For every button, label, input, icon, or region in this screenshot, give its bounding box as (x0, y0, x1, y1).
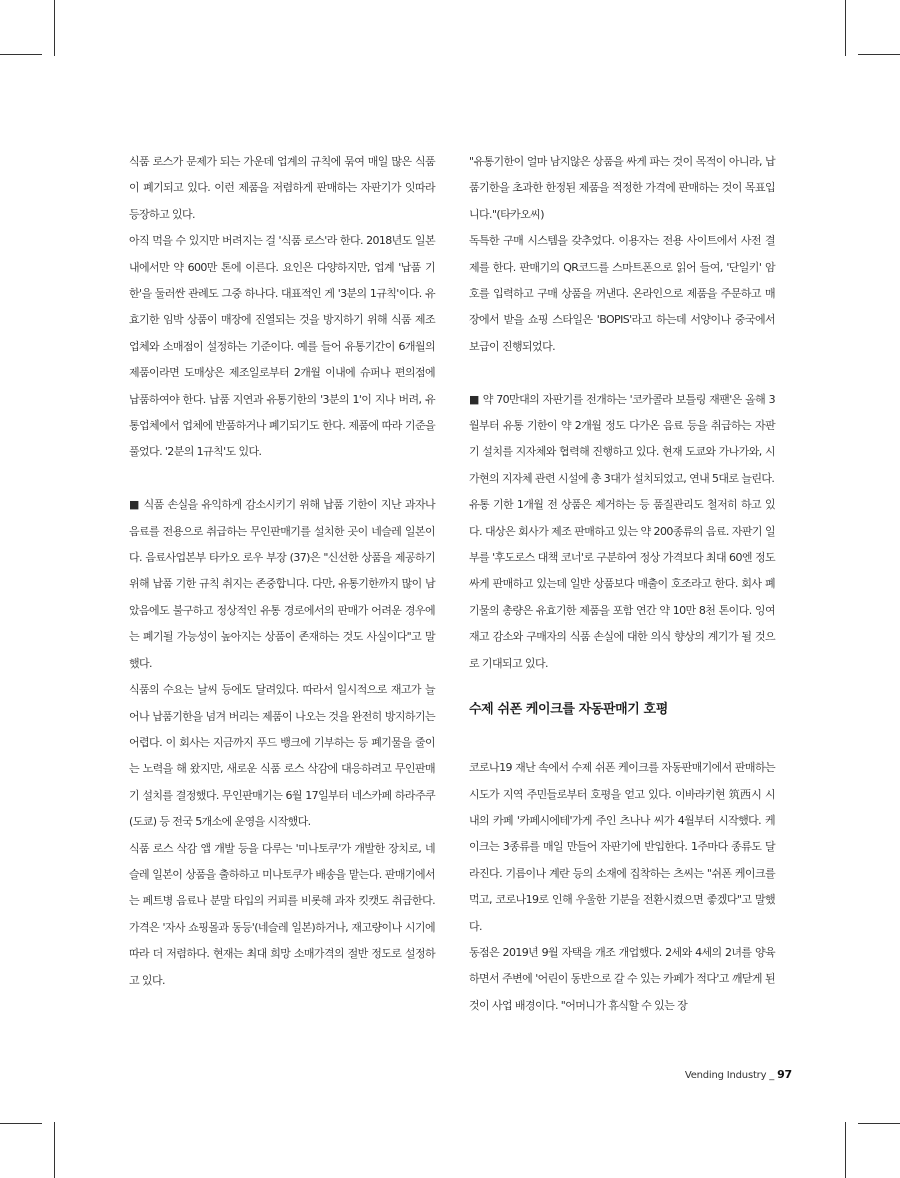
section-heading: 수제 쉬폰 케이크를 자동판매기 호평 (469, 702, 668, 718)
crop-mark (858, 54, 900, 55)
page-number: 97 (777, 1068, 792, 1081)
crop-mark (0, 54, 42, 55)
crop-mark (845, 1122, 846, 1178)
crop-mark (54, 0, 55, 56)
magazine-name: Vending Industry _ (684, 1070, 778, 1081)
paragraph: "유통기한이 얼마 남지않은 상품을 싸게 파는 것이 목적이 아니라, 납품기한을 초과한 한정된 제품을 적정한 가격에 판매하는 것이 목표입니다."(타카오씨) (469, 155, 775, 221)
crop-mark (858, 1123, 900, 1124)
crop-mark (0, 1123, 42, 1124)
section-spacer (469, 723, 775, 755)
paragraph: 코로나19 재난 속에서 수제 쉬폰 케이크를 자동판매기에서 판매하는 시도가 지역 주민들로부터 호평을 얻고 있다. 이바라키현 筑西시 시내의 카페 '카페시에테'가게 주인 츠나나 씨가 4월부터 시작했다. 케이크는 3종류를 매일 만들어 자판기에 반입한다. 1주마다 종류도 달라진다. 기름이나 계란 등의 소재에 집착하는 츠씨는 "쉬폰 케이크를 먹고, 코로나19로 인해 우울한 기분을 전환시켰으면 좋겠다"고 말했다. (469, 761, 775, 933)
crop-mark (845, 0, 846, 56)
page-footer (685, 1068, 792, 1081)
paragraph-gap (129, 466, 435, 492)
paragraph: ■ 약 70만대의 자판기를 전개하는 '코카콜라 보틀링 재팬'은 올해 3월부터 유통 기한이 약 2개월 정도 다가온 음료 등을 취급하는 자판기 설치를 지자체와 협력해 진행하고 있다. 현재 도쿄와 가나가와, 시가현의 지자체 관련 시설에 총 3대가 설치되었고, 연내 5대로 늘린다. (469, 392, 775, 485)
paragraph: 식품의 수요는 날씨 등에도 달려있다. 따라서 일시적으로 재고가 늘어나 납품기한을 넘겨 버리는 제품이 나오는 것을 완전히 방지하기는 어렵다. 이 회사는 지금까지 푸드 뱅크에 기부하는 등 폐기물을 줄이는 노력을 해 왔지만, 새로운 식품 로스 삭감에 대응하려고 무인판매기 설치를 결정했다. 무인판매기는 6월 17일부터 네스카페 하라주쿠 (도쿄) 등 전국 5개소에 운영을 시작했다. (129, 683, 435, 829)
section-spacer (469, 677, 775, 697)
paragraph: 유통 기한 1개월 전 상품은 제거하는 등 품질관리도 철저히 하고 있다. 대상은 회사가 제조 판매하고 있는 약 200종류의 음료. 자판기 일부를 '후도로스 대책 코너'로 구분하여 정상 가격보다 최대 60엔 정도 싸게 판매하고 있는데 일반 상품보다 매출이 호조라고 한다. 회사 폐기물의 총량은 유효기한 제품을 포함 연간 약 10만 8천 톤이다. 잉여 재고 감소와 구매자의 식품 손실에 대한 의식 향상의 계기가 될 것으로 기대되고 있다. (469, 498, 775, 670)
crop-mark (54, 1122, 55, 1178)
left-column (129, 149, 435, 994)
paragraph: 독특한 구매 시스템을 갖추었다. 이용자는 전용 사이트에서 사전 결제를 한다. 판매기의 QR코드를 스마트폰으로 읽어 들여, '단일키' 암호를 입력하고 구매 상품을 꺼낸다. 온라인으로 제품을 주문하고 매장에서 받을 쇼핑 스타일은 'BOPIS'라고 하는데 서양이나 중국에서 보급이 진행되었다. (469, 234, 775, 353)
paragraph: ■ 식품 손실을 유익하게 감소시키기 위해 납품 기한이 지난 과자나 음료를 전용으로 취급하는 무인판매기를 설치한 곳이 네슬레 일본이다. 음료사업본부 타카오 로우 부장 (37)은 "신선한 상품을 제공하기 위해 납품 기한 규칙 취지는 존중합니다. 다만, 유통기한까지 많이 남았음에도 불구하고 정상적인 유통 경로에서의 판매가 어려운 경우에는 폐기될 가능성이 높아지는 상품이 존재하는 것도 사실이다"고 말했다. (129, 498, 435, 670)
paragraph: 식품 로스 삭감 앱 개발 등을 다루는 '미나토쿠'가 개발한 장치로, 네슬레 일본이 상품을 출하하고 미나토쿠가 배송을 맡는다. 판매기에서는 페트병 음료나 분말 타입의 커피를 비롯해 과자 킷캣도 취급한다. 가격은 '자사 쇼핑몰과 동등'(네슬레 일본)하거나, 재고량이나 시기에 따라 더 저렴하다. 현재는 최대 희망 소매가격의 절반 정도로 설정하고 있다. (129, 841, 435, 987)
paragraph-gap (469, 360, 775, 386)
paragraph: 아직 먹을 수 있지만 버려지는 걸 '식품 로스'라 한다. 2018년도 일본 내에서만 약 600만 톤에 이른다. 요인은 다양하지만, 업계 '납품 기한'을 둘러싼 관례도 그중 하나다. 대표적인 게 '3분의 1규칙'이다. 유효기한 임박 상품이 매장에 진열되는 것을 방지하기 위해 식품 제조업체와 소매점이 설정하는 기준이다. 예를 들어 유통기간이 6개월의 제품이라면 도매상은 제조일로부터 2개월 이내에 슈퍼나 편의점에 납품하여야 한다. 납품 지연과 유통기한의 '3분의 1'이 지나 버려, 유통업체에서 업체에 반품하거나 폐기되기도 한다. 제품에 따라 기준을 풀었다. '2분의 1규칙'도 있다. (129, 234, 435, 459)
paragraph: 동점은 2019년 9월 자택을 개조 개업했다. 2세와 4세의 2녀를 양육하면서 주변에 '어린이 동반으로 갈 수 있는 카페가 적다'고 깨닫게 된 것이 사업 배경이다. "어머니가 휴식할 수 있는 장 (469, 945, 775, 1012)
paragraph: 식품 로스가 문제가 되는 가운데 업계의 규칙에 묶여 매일 많은 식품이 폐기되고 있다. 이런 제품을 저렴하게 판매하는 자판기가 잇따라 등장하고 있다. (129, 155, 435, 221)
right-column (469, 149, 775, 1019)
